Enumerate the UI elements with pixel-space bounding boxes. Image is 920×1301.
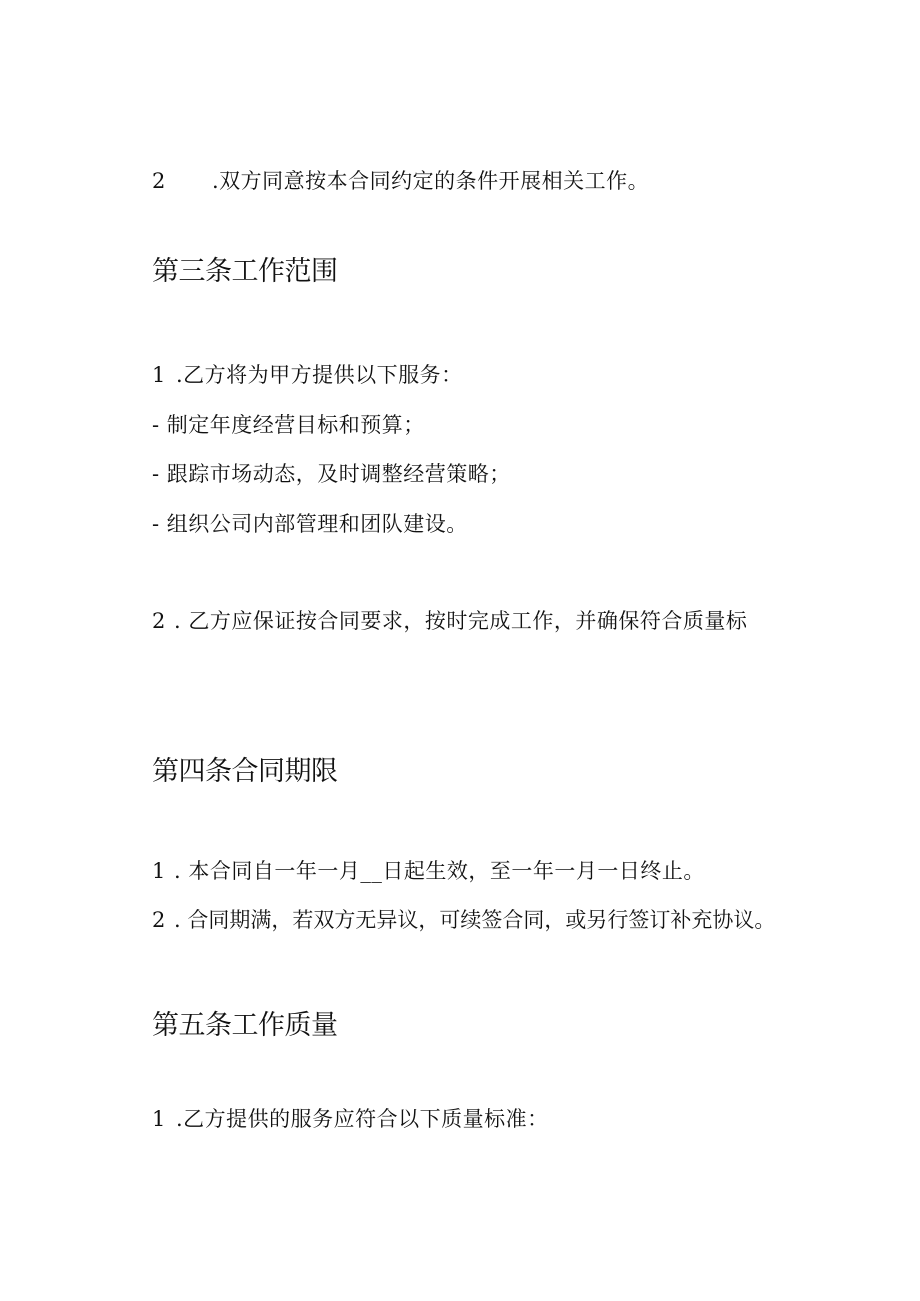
clause-3-item-1 [152,362,463,388]
clause-4-item-2 [152,907,775,933]
item-number: 2 [152,908,166,932]
item-number: 2 [152,169,166,193]
item-text: . 乙方应保证按合同要求，按时完成工作，并确保符合质量标 [174,609,748,633]
item-number: 1 [152,1107,166,1131]
bullet-item: - 跟踪市场动态，及时调整经营策略； [152,462,511,486]
item-text: .双方同意按本合同约定的条件开展相关工作。 [212,169,650,193]
section-heading-4: 第四条合同期限 [152,756,338,787]
section-heading-5: 第五条工作质量 [152,1010,338,1041]
bullet-item: - 组织公司内部管理和团队建设。 [152,512,468,536]
item-number: 2 [152,609,166,633]
item-text: .乙方提供的服务应符合以下质量标准： [176,1107,549,1131]
section-heading-3: 第三条工作范围 [152,256,338,287]
clause-2-item-2 [152,168,649,194]
clause-4-item-1 [152,858,705,884]
bullet-item: - 制定年度经营目标和预算； [152,413,425,437]
clause-3-item-2 [152,608,747,634]
item-text: . 合同期满，若双方无异议，可续签合同，或另行签订补充协议。 [174,908,776,932]
item-text: .乙方将为甲方提供以下服务： [176,363,463,387]
item-number: 1 [152,859,166,883]
clause-5-item-1 [152,1106,549,1132]
item-text: . 本合同自一年一月__日起生效，至一年一月一日终止。 [174,859,705,883]
item-number: 1 [152,363,166,387]
